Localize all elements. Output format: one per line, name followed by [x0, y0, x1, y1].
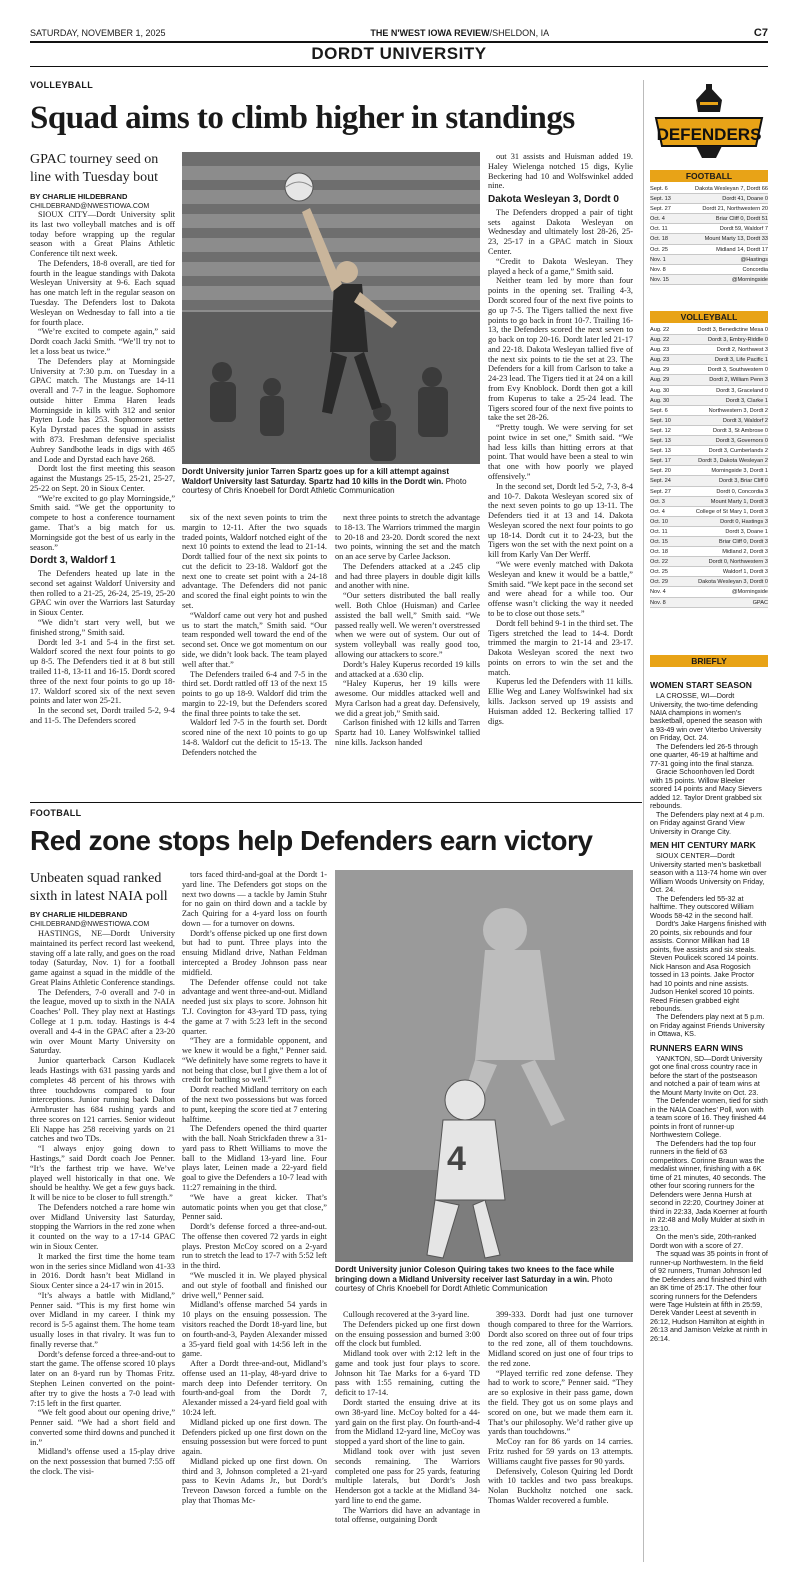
schedule-result: Dordt 0, Concordia 3 [716, 488, 768, 495]
paragraph: Dordt started the ensuing drive at its own 38-yard line. McCoy bolted for a 44-yard gain on the first play. On fourth-and-4 from the Midland 12-yard line, McCoy was stopped a yard short of the line to gain. [335, 1398, 480, 1447]
paragraph: “We’re excited to compete again,” said Dordt coach Jacki Smith. “We’ll try not to let a loss beat us twice.” [30, 327, 175, 356]
schedule-row [650, 224, 768, 234]
brief-paragraph: On the men’s side, 20th-ranked Dordt won with a score of 27. [650, 1232, 757, 1250]
schedule-result: Briar Cliff 0, Dordt 3 [718, 538, 768, 545]
schedule-row [650, 577, 768, 587]
schedule-date: Sept. 24 [650, 478, 671, 485]
schedule-date: Sept. 6 [650, 407, 668, 414]
paragraph: The Defenders, 7-0 overall and 7-0 in the league, moved up to sixth in the NAIA Coaches’ Poll. They play next at Hastings College at 1 p.m. today. Hastings is 4-4 overall and 4-4 in the GPAC after a 23-20 win over Mount Marty University on Saturday. [30, 987, 175, 1056]
paragraph: Defensively, Coleson Quiring led Dordt with 10 tackles and two pass breakups. Nolan Buckholtz notched one sack. Thomas Walder recovered a fumble. [488, 1466, 633, 1505]
brief-women-text [650, 692, 768, 836]
schedule-row [650, 275, 768, 285]
paper-title: THE N'WEST IOWA REVIEW [370, 28, 490, 38]
schedule-row [650, 386, 768, 396]
schedule-result: Dordt 3, Life Pacific 1 [714, 357, 768, 364]
schedule-date: Aug. 29 [650, 377, 670, 384]
paragraph: “Credit to Dakota Wesleyan. They played a heck of a game,” Smith said. [488, 256, 633, 276]
schedule-date: Sept. 27 [650, 206, 671, 213]
schedule-row [650, 406, 768, 416]
schedule-date: Aug. 23 [650, 357, 670, 364]
byline-name: BY CHARLIE HILDEBRAND [30, 910, 128, 919]
volleyball-deck: GPAC tourney seed on line with Tuesday bout [30, 152, 159, 185]
paragraph: Dordt reached Midland territory on each of the next two possessions but was forced to punt, keeping the score tied at 7 entering halftime. [182, 1085, 327, 1124]
page-number: C7 [753, 27, 768, 39]
header-rule-bottom [30, 66, 768, 67]
schedule-date: Sept. 17 [650, 458, 671, 465]
schedule-result: College of St Mary 1, Dordt 3 [695, 508, 768, 515]
schedule-row [650, 255, 768, 265]
schedule-result: Morningside 3, Dordt 1 [711, 468, 768, 475]
schedule-row [650, 517, 768, 527]
schedule-date: Nov. 4 [650, 589, 666, 596]
brief-paragraph: Gracie Schoonhoven led Dordt with 15 points. Willow Bleeker scored 14 points and Macy Sievers added 12. Taylor Drent grabbed six rebounds. [650, 767, 762, 811]
schedule-date: Aug. 23 [650, 347, 670, 354]
vb-col4a-text [488, 152, 633, 191]
schedule-row [650, 426, 768, 436]
brief-paragraph: The Defenders had the top four runners in the field of 63 competitors. Corinne Braun was the medalist winner, finishing with a 6K time of 21 minutes, 40 seconds. The other four scoring runners for the Defenders were Jenna Hursh at second in 22:20, Courtney Joiner at third in 22:33, Jada Koerner at fourth in 22:48 and Molly Mulder at sixth in 23:10. [650, 1138, 768, 1233]
schedule-row [650, 446, 768, 456]
schedule-result: Dordt 3, Graceland 0 [716, 387, 768, 394]
football-photo-credit: Photo courtesy of Chris Knoebell for Dordt Athletic Communication [335, 1274, 613, 1294]
issue-date: SATURDAY, NOVEMBER 1, 2025 [30, 28, 166, 38]
brief-paragraph: LA CROSSE, WI—Dordt University, the two-time defending NAIA champions in women’s basketball, opened the season with a 93-49 win over Viterbo University on Friday, Oct. 24. [650, 691, 763, 743]
paragraph: Neither team led by more than four points in the opening set. Trailing 4-3, Dordt scored four of the next five points to go up 7-5. The Tigers tallied the next five points to go back in front 10-7. Trailing 16-13, the Defenders scored the next seven to go back on top 20-16. Dordt later led 21-17 and 22-18. Dakota Wesleyan tallied five of the next six points to tie the set at 23. The Defenders for a kill from Carlson to take a 24-23 lead. The Tigers tied it at 24 on a kill from Evy Knoblock. Dordt then got a kill from Kuperus to take a 25-24 lead. The Tigers scored four of the next five points to take the set 28-26. [488, 276, 633, 423]
section-title: DORDT UNIVERSITY [311, 44, 487, 63]
schedule-result: Dakota Wesleyan 7, Dordt 66 [695, 186, 768, 192]
paragraph: Dordt’s Haley Kuperus recorded 19 kills and attacked at a .630 clip. [335, 659, 480, 679]
briefly-header: BRIEFLY [650, 655, 768, 667]
schedule-date: Sept. 13 [650, 438, 671, 445]
schedule-row [650, 587, 768, 597]
schedule-date: Oct. 18 [650, 236, 669, 243]
volleyball-schedule [650, 325, 768, 608]
paragraph: The Defenders heated up late in the second set against Waldorf University and then rolled to a 21-25, 26-24, 25-19, 25-20 GPAC win over the Warriors last Saturday in Sioux Center. [30, 569, 175, 618]
schedule-row [650, 598, 768, 608]
schedule-row [650, 355, 768, 365]
schedule-row [650, 476, 768, 486]
volleyball-byline [30, 192, 175, 211]
schedule-date: Aug. 30 [650, 387, 670, 394]
schedule-result: Dordt 3, Governors 0 [715, 438, 768, 445]
defenders-logo [650, 82, 768, 162]
paragraph: “We have a great kicker. That’s automatic points when you get that close,” Penner said. [182, 1192, 327, 1222]
paragraph: Kuperus led the Defenders with 11 kills. Ellie Weg and Laney Wolfswinkel had six kills. Jackson served up 19 assists and Huisman added 12. Beckering tallied 17 digs. [488, 677, 633, 726]
football-schedule-header: FOOTBALL [650, 170, 768, 182]
schedule-date: Nov. 8 [650, 266, 666, 273]
football-deck: Unbeaten squad ranked sixth in latest NAIA poll [30, 871, 168, 904]
paragraph: six of the next seven points to trim the margin to 12-11. After the two squads traded points, Waldorf notched eight of the next 10 points to extend the lead to 21-14. Dordt tallied four of the next six points to cut the deficit to 23-18. Waldorf got the next one to create set point with a 24-18 advantage. The Defenders did not panic and scored the final eight points to win the set. [182, 513, 327, 611]
schedule-result: Dordt 3, Doane 1 [725, 528, 768, 535]
schedule-row [650, 396, 768, 406]
schedule-result: Northwestern 3, Dordt 2 [708, 407, 768, 414]
schedule-result: Dordt 3, Dakota Wesleyan 2 [698, 458, 768, 465]
schedule-date: Nov. 15 [650, 276, 669, 283]
paragraph: The Defenders, 18-8 overall, are tied for fourth in the league standings with Dakota Wesleyan University at 9-6. Each squad has one match left in the regular season on Tuesday. The Defenders lost to Dakota Wesleyan on Wednesday to fall into a tie for fourth place. [30, 258, 175, 327]
paragraph: Waldorf led 7-5 in the fourth set. Dordt scored nine of the next 10 points to go up 14-8. Waldorf cut the deficit to 15-13. The Defenders notched the [182, 718, 327, 757]
paragraph: In the second set, Dordt trailed 5-2, 9-4 and 11-5. The Defenders scored [30, 706, 175, 725]
subhead-waldorf: Dordt 3, Waldorf 1 [30, 555, 116, 567]
paper-name [370, 28, 549, 38]
schedule-date: Oct. 18 [650, 549, 669, 556]
schedule-date: Oct. 25 [650, 569, 669, 576]
volleyball-caption-text: Dordt University junior Tarren Spartz goes up for a kill attempt against Waldorf University last Saturday. Spartz had 10 kills in the Dordt win. [182, 467, 450, 486]
schedule-row [650, 537, 768, 547]
schedule-row [650, 335, 768, 345]
paragraph: Midland’s offense marched 54 yards in 10 plays on the ensuing possession. The visitors reached the Dordt 18-yard line, but on fourth-and-3, Payden Alexander missed a 35-yard field goal with 14:56 left in the game. [182, 1300, 327, 1359]
schedule-row [650, 527, 768, 537]
schedule-result: GPAC [752, 599, 768, 606]
schedule-row [650, 345, 768, 355]
paragraph: “They are a formidable opponent, and we knew it would be a fight,” Penner said. “We definitely have some regrets to have it not being that close, but I give them a lot of credit for battling so well.” [182, 1036, 327, 1085]
schedule-date: Oct. 22 [650, 559, 669, 566]
vb-col4b-text [488, 208, 633, 726]
byline-email: CHILDEBRAND@NWESTIOWA.COM [30, 921, 150, 929]
brief-runners-heading: RUNNERS EARN WINS [650, 1042, 744, 1053]
schedule-date: Oct. 11 [650, 528, 668, 535]
paragraph: Dordt’s defense forced a three-and-out to start the game. The offense scored 10 plays later on an 8-yard run by Thomas Fritz. Stephen Leinen converted on the point-after try to give the hosts a 7-0 lead with 7:15 left in the first quarter. [30, 1349, 175, 1408]
paragraph: Dordt fell behind 9-1 in the third set. The Tigers stretched the lead to 14-4. Dordt trimmed the margin to 21-14 and 23-17. Dakota Wesleyan scored the next two points on errors to win the set and the match. [488, 618, 633, 677]
sidebar-divider [643, 80, 644, 1562]
volleyball-caption [182, 467, 480, 496]
schedule-row [650, 507, 768, 517]
paragraph: Dordt’s offense picked up one first down but had to punt. Three plays into the ensuing Midland drive, Nathan Feldman intercepted a Brodey Johnson pass near midfield. [182, 928, 327, 977]
paragraph: “Our setters distributed the ball really well. Both Chloe (Huisman) and Carlee assisted the ball well,” Smith said. “We passed really well. We weren’t overstressed when we were out of system. Our out of system volleyball was really good too, allowing our attackers to score.” [335, 591, 480, 659]
brief-women-heading: WOMEN START SEASON [650, 680, 752, 690]
schedule-row [650, 375, 768, 385]
byline-email: CHILDEBRAND@NWESTIOWA.COM [30, 203, 150, 211]
schedule-result: Dordt 0, Hastings 3 [720, 518, 768, 525]
brief-paragraph: SIOUX CENTER—Dordt University started men’s basketball season with a 113-74 home win over William Woods University on Friday, Oct. 24. [650, 851, 767, 895]
schedule-result: Concordia [742, 266, 768, 273]
schedule-row [650, 194, 768, 204]
schedule-result: Midland 2, Dordt 3 [722, 549, 768, 556]
schedule-date: Aug. 29 [650, 367, 670, 374]
schedule-row [650, 456, 768, 466]
schedule-result: Dordt 0, Northwestern 3 [708, 559, 768, 566]
brief-paragraph: YANKTON, SD—Dordt University got one final cross country race in before the start of the postseason and notched a pair of team wins at the Mount Marty Invite on Oct. 23. [650, 1053, 763, 1097]
football-schedule [650, 184, 768, 285]
brief-paragraph: Dordt’s Jake Hargens finished with 20 points, six rebounds and four assists. Connor Millikan had 18 points, five assists and six steals. Steven Poulicek scored 14 points. Nick Hanson and Asa Rogosich tossed in 13 points. Jake Proctor had 10 points and nine assists. Judson Henkel scored 10 points. Reed Friesen grabbed eight rebounds. [650, 919, 767, 1013]
football-caption-text: Dordt University junior Coleson Quiring takes two knees to the face while bringing down a Midland University receiver last Saturday in a win. [335, 1265, 615, 1284]
schedule-result: Dakota Wesleyan 3, Dordt 0 [698, 579, 768, 586]
paragraph: Dordt led 3-1 and 5-4 in the first set. Waldorf scored the next four points to go up 8-5. The Defenders tied it at 8 but still trailed 11-8, 13-11 and 16-15. Dordt scored three of the next four points to go up 18-17. Waldorf scored six of the next seven points and later won 25-21. [30, 637, 175, 706]
schedule-result: @Hastings [740, 256, 768, 263]
paragraph: In the second set, Dordt led 5-2, 7-3, 8-4 and 10-7. Dakota Wesleyan scored six of the next seven points to go up 13-11. The Defenders tied it at 13 and 14. Dakota Wesleyan scored the next four points to go up 18-14. Dordt cut it to 24-23, but the Tigers won the set with the next point on a kill from Karly Van Der Werff. [488, 481, 633, 560]
paragraph: The Warriors did have an advantage in total offense, outgaining Dordt [335, 1505, 480, 1525]
schedule-date: Oct. 11 [650, 226, 668, 233]
schedule-date: Sept. 13 [650, 448, 671, 455]
paragraph: Midland picked up one first down. On third and 3, Johnson completed a 21-yard pass to Kevin Adams Jr., but Dordt’s Treveon Dawson forced a fumble on the play that Thomas Mc- [182, 1456, 327, 1505]
paragraph: “Waldorf came out very hot and pushed us to start the match,” Smith said. “Our team responded well toward the end of the second set. Once we got momentum on our side, we didn’t look back. The team played well after that.” [182, 610, 327, 669]
paragraph: The Defenders attacked at a .245 clip and had three players in double digit kills and another with nine. [335, 561, 480, 591]
brief-paragraph: The Defenders led 26-5 through one quarter, 46-19 at halftime and 77-31 going into the final stanza. [650, 741, 758, 768]
schedule-date: Oct. 3 [650, 498, 665, 505]
paragraph: The Defenders opened the third quarter with the ball. Noah Strickfaden threw a 31-yard pass to Rhett Williams to move the ball to the Midland 13-yard line. Four plays later, Leinen made a 22-yard field goal to give the Defenders a 10-7 lead with 11:27 remaining in the third. [182, 1124, 327, 1192]
paragraph: next three points to stretch the advantage to 18-13. The Warriors trimmed the margin to 20-18 and 23-20. Dordt scored the next two points, winning the set and the match on an ace serve by Carlee Jackson. [335, 513, 480, 562]
schedule-result: Dordt 2, William Penn 3 [709, 377, 768, 384]
schedule-result: Dordt 59, Waldorf 7 [719, 226, 768, 233]
brief-paragraph: The Defenders play next at 5 p.m. on Friday against Friends University in Ottawa, KS. [650, 1012, 765, 1039]
volleyball-photo-illustration [182, 152, 480, 464]
story-divider [30, 802, 642, 803]
volleyball-photo [182, 152, 480, 464]
volleyball-headline: Squad aims to climb higher in standings [30, 100, 575, 136]
schedule-row [650, 487, 768, 497]
schedule-result: Mount Marty 1, Dordt 3 [710, 498, 768, 505]
schedule-row [650, 234, 768, 244]
schedule-result: Dordt 3, Benedictine Mesa 0 [697, 327, 768, 333]
paragraph: Dordt’s defense forced a three-and-out. The offense then covered 72 yards in eight plays. Preston McCoy scored on a 2-yard run to stretch the lead to 17-7 with 5:52 left in the third. [182, 1222, 327, 1271]
schedule-date: Oct. 4 [650, 216, 665, 223]
brief-paragraph: The Defender women, tied for sixth in the NAIA Coaches’ Poll, won with a team score of 16. They finished 44 points in front of runner-up Northwestern College. [650, 1096, 768, 1140]
schedule-row [650, 497, 768, 507]
schedule-row [650, 567, 768, 577]
schedule-date: Oct. 29 [650, 579, 669, 586]
volleyball-column-1 [30, 210, 175, 770]
vb-col1-text [30, 210, 175, 552]
paragraph: “We’re excited to go play Morningside,” Smith said. “We get the opportunity to compete to host a conference tournament game. That’s a big match for us. Morningside got the best of us early in the season.” [30, 493, 175, 552]
paragraph: “We felt good about our opening drive,” Penner said. “We had a short field and converted some third downs and punched it in.” [30, 1408, 175, 1447]
football-caption [335, 1265, 633, 1294]
schedule-date: Oct. 15 [650, 538, 669, 545]
paragraph: Cullough recovered at the 3-yard line. [343, 1310, 470, 1319]
paragraph: The Defenders trailed 6-4 and 7-5 in the third set. Dordt rattled off 13 of the next 15 points to go up 18-9. Waldorf did trim the margin to 22-19, but the Defenders scored the final three points to take the set. [182, 669, 327, 718]
schedule-result: Dordt 3, Embry-Riddle 0 [708, 337, 768, 344]
schedule-date: Sept. 12 [650, 427, 671, 434]
schedule-row [650, 436, 768, 446]
volleyball-photo-credit: Photo courtesy of Chris Knoebell for Dordt Athletic Communication [182, 476, 467, 496]
paragraph: “I always enjoy going down to Hastings,” said Dordt coach Joe Penner. “It’s the farthest trip we have. We’ve played well historically in that one. We should be healthy. We get a few guys back. It will be nice to be closer to full strength.” [30, 1144, 175, 1203]
schedule-date: Sept. 6 [650, 186, 668, 192]
logo-wordmark: DEFENDERS [656, 125, 762, 144]
schedule-row [650, 184, 768, 194]
football-kicker: FOOTBALL [30, 808, 82, 818]
paragraph: Midland picked up one first down. The Defenders picked up one first down on the ensuing possession but were forced to punt again. [182, 1417, 327, 1457]
paragraph: Midland took over with 2:12 left in the game and took just four plays to score. Johnson hit Tae Marks for a 6-yard TD pass with 1:55 remaining, cutting the deficit to 17-14. [335, 1349, 480, 1398]
header-rule [30, 41, 768, 43]
brief-paragraph: The Defenders led 55-32 at halftime. They outscored William Woods 58-42 in the second half. [650, 893, 754, 920]
schedule-row [650, 557, 768, 567]
paragraph: The Defenders notched a rare home win over Midland University last Saturday, stopping the Warriors in the red zone when it counted on the way to a 17-14 GPAC win in Sioux Center. [30, 1202, 175, 1251]
schedule-row [650, 214, 768, 224]
page-header [30, 26, 768, 40]
schedule-row [650, 365, 768, 375]
volleyball-kicker: VOLLEYBALL [30, 80, 93, 90]
schedule-date: Aug. 22 [650, 327, 670, 333]
paragraph: “Played terrific red zone defense. They had to work to score,” Penner said. “They are so explosive in their pass game, down the field. They got us on some plays and scored on one, but we made them earn it. That’s our philosophy. We’d rather give up yards than touchdowns.” [488, 1368, 633, 1437]
briefly-column [650, 676, 768, 1562]
schedule-row [650, 416, 768, 426]
paragraph: Carlson finished with 12 kills and Tarren Spartz had 10. Laney Wolfswinkel tallied nine kills. Jackson handed [335, 718, 480, 747]
schedule-date: Aug. 30 [650, 397, 670, 404]
paragraph: “We were evenly matched with Dakota Wesleyan and knew it would be a battle,” Smith said. “We kept pace in the second set and were ahead for a while too. Our offense wasn’t clicking the way it needed to be to close out those sets.” [488, 560, 633, 618]
volleyball-column-3 [335, 513, 480, 795]
brief-men-heading: MEN HIT CENTURY MARK [650, 840, 756, 851]
brief-paragraph: The Defenders play next at 4 p.m. on Friday against Grand View University in Orange City. [650, 809, 765, 836]
paragraph: The Defender offense could not take advantage and went three-and-out. Midland needed just six plays to score. Johnson hit T.J. Covington for 43-yard TD pass, tying the game at 7 with 5:23 left in the second quarter. [182, 977, 327, 1036]
schedule-result: Dordt 2, Northwest 3 [716, 347, 768, 354]
schedule-result: @Morningside [731, 589, 768, 596]
paragraph: Midland took over with just seven seconds remaining. The Warriors completed one pass for 25 yards, featuring multiple laterals, but Dordt’s Josh Henderson got a tackle at the Midland 34-yard line to end the game. [335, 1446, 480, 1505]
paragraph: Dordt lost the first meeting this season against the Mustangs 25-15, 25-21, 25-27, 25-22 on Sept. 20 in Sioux Center. [30, 464, 175, 493]
paragraph: 399-333. Dordt had just one turnover though compared to three for the Warriors. Dordt also scored on three out of four trips to the red zone, all of them touchdowns. Midland scored on just one of four trips to the red zone. [488, 1310, 633, 1368]
schedule-row [650, 325, 768, 335]
schedule-date: Sept. 27 [650, 488, 671, 495]
schedule-row [650, 466, 768, 476]
paragraph: out 31 assists and Huisman added 19. Haley Wielenga notched 15 digs, Kylie Beckering had 10 and Wolfswinkel added nine. [488, 152, 633, 191]
paragraph: The Defenders dropped a pair of tight sets against Dakota Wesleyan on Wednesday and ultimately lost 28-26, 25-23, 25-17 in a GPAC match in Sioux Center. [488, 207, 633, 257]
schedule-date: Sept. 10 [650, 417, 671, 424]
paper-location: /SHELDON, IA [489, 28, 550, 38]
schedule-result: Dordt 3, Cumberlands 2 [708, 448, 768, 455]
paragraph: The Defenders picked up one first down on the ensuing possession and burned 3:00 off the clock but fumbled. [335, 1319, 480, 1349]
defenders-logo-art [650, 82, 768, 162]
schedule-result: Dordt 41, Doane 0 [722, 196, 768, 203]
schedule-row [650, 265, 768, 275]
football-column-2 [182, 870, 327, 1561]
football-byline [30, 910, 175, 929]
football-column-4 [488, 1310, 633, 1562]
schedule-result: Dordt 3, Clarke 1 [725, 397, 768, 404]
football-column-1 [30, 929, 175, 1561]
schedule-date: Oct. 4 [650, 508, 665, 515]
paragraph: McCoy ran for 86 yards on 14 carries. Fritz rushed for 59 yards on 13 attempts. Williams caught five passes for 90 yards. [488, 1437, 633, 1466]
paragraph: After a Dordt three-and-out, Midland’s offense used an 11-play, 48-yard drive to march deep into Defender territory. On fourth-and-goal from the Dordt 7, Alexander missed a 24-yard field goal with 10:24 left. [182, 1359, 327, 1417]
schedule-row [650, 547, 768, 557]
schedule-date: Oct. 10 [650, 518, 669, 525]
paragraph: SIOUX CITY—Dordt University split its last two volleyball matches and is off today before wrapping up the regular season with a Great Plains Athletic Conference tilt next week. [30, 210, 175, 259]
subhead-dakota-wesleyan: Dakota Wesleyan 3, Dordt 0 [488, 194, 619, 206]
schedule-result: Dordt 3, St Ambrose 0 [712, 427, 768, 434]
schedule-row [650, 245, 768, 255]
svg-text:4: 4 [447, 1140, 466, 1178]
brief-runners-text [650, 1055, 768, 1343]
schedule-date: Aug. 22 [650, 337, 670, 344]
schedule-result: Dordt 3, Waldorf 2 [722, 417, 768, 424]
schedule-date: Sept. 13 [650, 196, 671, 203]
paragraph: “Pretty tough. We were serving for set point twice in set one,” Smith said. “We had less kills than hitting errors at that point. That would have been a steal to win that one with how poorly we played offensively.” [488, 423, 633, 482]
paragraph: The Defenders play at Morningside University at 7:30 p.m. on Tuesday in a GPAC match. The Mustangs are 14-11 overall and 7-7 in the league. Sophomore outside hitter Emma Haren leads Morningside in kills with 312 and senior Payten Lode has 253. Sophomore setter Kyla Dyrstad paces the squad in assists with 873. Freshman defensive specialist Aubrey Sandbothe leads in digs with 465 and Lode and Dyrstad each have 268. [30, 356, 175, 464]
schedule-result: Dordt 3, Southwestern 0 [707, 367, 768, 374]
schedule-result: Mount Marty 13, Dordt 33 [704, 236, 768, 243]
paragraph: Junior quarterback Carson Kudlacek leads Hastings with 631 passing yards and completes 48 percent of his throws with three touchdowns compared to four interceptions. Junior running back Dalton Armbruster has 684 rushing yards and three scores on 121 carries. Senior wideout Eli Nappe has 258 receiving yards on 21 catches and two TDs. [30, 1056, 175, 1144]
brief-men-text [650, 852, 768, 1039]
volleyball-column-4 [488, 152, 633, 797]
schedule-date: Sept. 20 [650, 468, 671, 475]
schedule-result: Briar Cliff 0, Dordt 51 [715, 216, 768, 223]
vb-col1b-text [30, 569, 175, 726]
paragraph: “We didn’t start very well, but we finished strong,” Smith said. [30, 618, 175, 637]
brief-paragraph: The squad was 35 points in front of runner-up Northwestern. In the field of 92 runners, Truman Johnson led the Defenders and finished third with an 8K time of 25:17. The other four scoring runners for the Defenders were Tage Hulstein at fifth in 25:59, Derek Vander Leest at seventh in 26:12, Hudson Hamilton at eighth in 26:13 and Jamison Velzke at ninth in 26:14. [650, 1249, 768, 1343]
schedule-row [650, 204, 768, 214]
paragraph: It marked the first time the home team won in the series since Midland won 41-33 in 2016. Dordt hasn’t beat Midland in Sioux Center since a 24-17 win in 2015. [30, 1251, 175, 1291]
byline-name: BY CHARLIE HILDEBRAND [30, 192, 128, 201]
football-photo [335, 870, 633, 1262]
football-photo-illustration [335, 870, 633, 1262]
paragraph: HASTINGS, NE—Dordt University maintained its perfect record last weekend, staving off a late rally, and goes on the road today (Saturday, Nov. 1) for a football game against a squad in the middle of the Great Plains Athletic Conference standings. [30, 929, 175, 987]
schedule-date: Oct. 25 [650, 246, 669, 253]
volleyball-column-2 [182, 513, 327, 795]
schedule-result: Waldorf 1, Dordt 3 [722, 569, 768, 576]
schedule-result: Dordt 21, Northwestern 20 [702, 206, 768, 213]
schedule-result: @Morningside [731, 276, 768, 283]
schedule-date: Nov. 8 [650, 599, 666, 606]
paragraph: “It’s always a battle with Midland,” Penner said. “This is my first home win over Midland in my career. I think my record is 5-5 against them. The home team usually loses in that rivalry. It was fun to finally reverse that.” [30, 1290, 175, 1349]
paragraph: Midland’s offense used a 15-play drive on the next possession that burned 7:55 off the clock. The visi- [30, 1447, 175, 1476]
schedule-date: Nov. 1 [650, 256, 666, 263]
volleyball-schedule-header: VOLLEYBALL [650, 311, 768, 323]
schedule-result: Midland 14, Dordt 17 [716, 246, 768, 253]
football-column-3 [335, 1310, 480, 1562]
football-headline: Red zone stops help Defenders earn victory [30, 825, 593, 856]
paragraph: “Haley Kuperus, her 19 kills were awesome. Our middles attacked well and Myra Carlson had a great day. Defensively, we did a great job,” Smith said. [335, 679, 480, 718]
schedule-result: Dordt 3, Briar Cliff 0 [718, 478, 768, 485]
paragraph: “We muscled it in. We played physical and out style of football and finished our drive well,” Penner said. [182, 1271, 327, 1300]
paragraph: tors faced third-and-goal at the Dordt 1-yard line. The Defenders got stops on the next two downs — a tackle by Jamin Stuhr for no gain on third down and a tackle by Zach Quiring for a 4-yard loss on fourth down — for a turnover on downs. [182, 870, 327, 928]
